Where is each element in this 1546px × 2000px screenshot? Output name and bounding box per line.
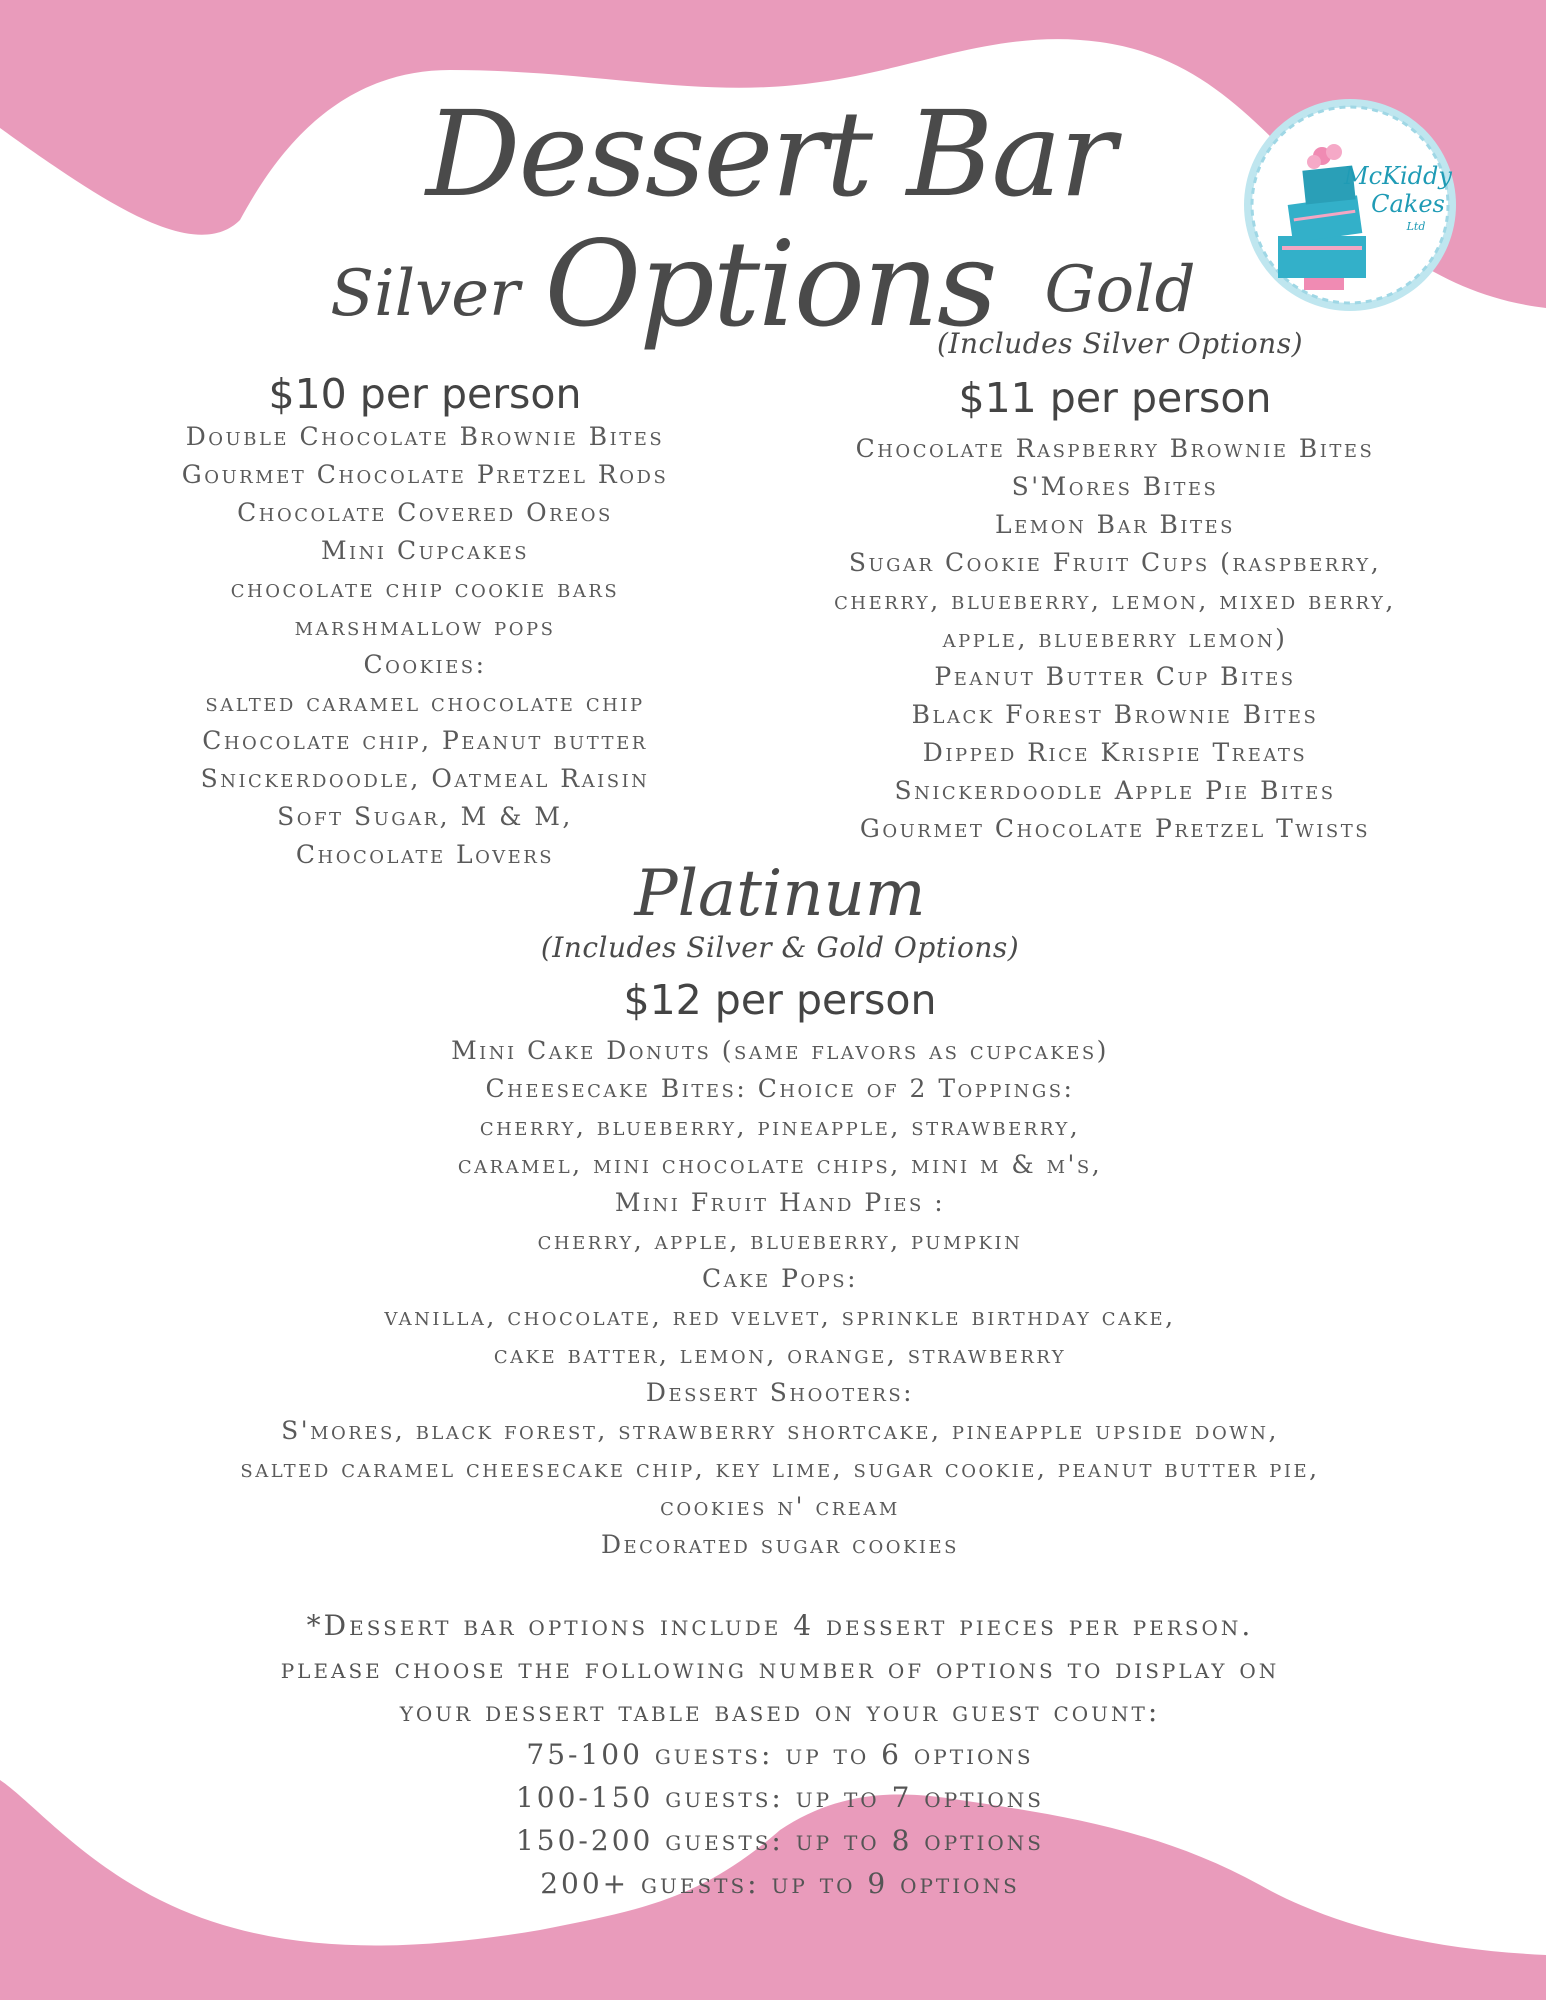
silver-item: Chocolate chip, Peanut butter <box>202 726 648 755</box>
platinum-item: cherry, blueberry, pineapple, strawberry, <box>479 1112 1081 1141</box>
gold-item: Sugar Cookie Fruit Cups (raspberry, <box>848 548 1382 577</box>
page-title: Dessert Bar Options <box>425 85 1115 353</box>
platinum-item: Cake Pops: <box>701 1264 859 1293</box>
platinum-item: cake batter, lemon, orange, strawberry <box>493 1340 1067 1369</box>
gold-item: Snickerdoodle Apple Pie Bites <box>894 776 1336 805</box>
cake-stand <box>1304 278 1344 290</box>
gold-item: Chocolate Raspberry Brownie Bites <box>855 434 1375 463</box>
footer-line: 75-100 guests: up to 6 options <box>526 1738 1034 1771</box>
logo-text-ltd: Ltd <box>1406 220 1426 233</box>
platinum-includes-note: (Includes Silver & Gold Options) <box>540 931 1020 964</box>
gold-item: Lemon Bar Bites <box>995 510 1235 539</box>
silver-heading: Silver <box>330 257 520 331</box>
gold-items-list <box>780 430 1450 848</box>
gold-item: apple, blueberry lemon) <box>942 624 1288 653</box>
silver-item: Double Chocolate Brownie Bites <box>185 422 665 451</box>
silver-item: Chocolate Lovers <box>295 840 555 869</box>
logo-text-mckiddy: McKiddy <box>1344 162 1452 190</box>
silver-item: salted caramel chocolate chip <box>205 688 645 717</box>
platinum-item: Mini Fruit Hand Pies : <box>614 1188 946 1217</box>
silver-items-list <box>130 418 720 874</box>
silver-item: marshmallow pops <box>294 612 556 641</box>
gold-heading: Gold <box>1044 253 1196 327</box>
silver-item: Gourmet Chocolate Pretzel Rods <box>181 460 669 489</box>
gold-item: S'Mores Bites <box>1011 472 1219 501</box>
cake-tier-bottom <box>1278 236 1366 278</box>
gold-price: $11 per person <box>958 374 1272 422</box>
platinum-item: cookies n' cream <box>660 1492 900 1521</box>
footer-line: 100-150 guests: up to 7 options <box>515 1781 1044 1814</box>
gold-item: Dipped Rice Krispie Treats <box>922 738 1308 767</box>
footer-line: 200+ guests: up to 9 options <box>540 1867 1020 1900</box>
platinum-item: cherry, apple, blueberry, pumpkin <box>537 1226 1023 1255</box>
silver-item: Mini Cupcakes <box>320 536 530 565</box>
footer-line: 150-200 guests: up to 8 options <box>515 1824 1044 1857</box>
gold-item: Peanut Butter Cup Bites <box>934 662 1296 691</box>
platinum-heading: Platinum <box>634 857 926 931</box>
platinum-items-list <box>140 1032 1420 1564</box>
mckiddy-cakes-logo <box>1238 96 1462 314</box>
silver-item: Snickerdoodle, Oatmeal Raisin <box>200 764 650 793</box>
platinum-item: vanilla, chocolate, red velvet, sprinkle birthday cake, <box>384 1302 1176 1331</box>
guest-count-notes <box>140 1604 1420 1905</box>
gold-item: Gourmet Chocolate Pretzel Twists <box>859 814 1371 843</box>
silver-price: $10 per person <box>268 370 582 418</box>
footer-line: *Dessert bar options include 4 dessert pieces per person. <box>306 1609 1254 1642</box>
platinum-item: Mini Cake Donuts (same flavors as cupcakes) <box>451 1036 1109 1065</box>
silver-item: Cookies: <box>363 650 487 679</box>
gold-item: cherry, blueberry, lemon, mixed berry, <box>834 586 1396 615</box>
platinum-item: salted caramel cheesecake chip, key lime, sugar cookie, peanut butter pie, <box>240 1454 1320 1483</box>
platinum-item: caramel, mini chocolate chips, mini m & m's, <box>457 1150 1103 1179</box>
platinum-item: Decorated sugar cookies <box>601 1530 959 1559</box>
gold-item: Black Forest Brownie Bites <box>911 700 1319 729</box>
platinum-item: S'mores, black forest, strawberry shortcake, pineapple upside down, <box>281 1416 1279 1445</box>
gold-includes-note: (Includes Silver Options) <box>937 327 1303 360</box>
silver-item: Chocolate Covered Oreos <box>237 498 613 527</box>
logo-text-cakes: Cakes <box>1371 190 1445 218</box>
silver-item: chocolate chip cookie bars <box>230 574 620 603</box>
footer-line: your dessert table based on your guest count: <box>399 1695 1161 1728</box>
platinum-item: Cheesecake Bites: Choice of 2 Toppings: <box>485 1074 1075 1103</box>
footer-line: please choose the following number of options to display on <box>280 1652 1280 1685</box>
silver-item: Soft Sugar, M & M, <box>277 802 573 831</box>
platinum-item: Dessert Shooters: <box>645 1378 915 1407</box>
platinum-price: $12 per person <box>623 976 937 1024</box>
